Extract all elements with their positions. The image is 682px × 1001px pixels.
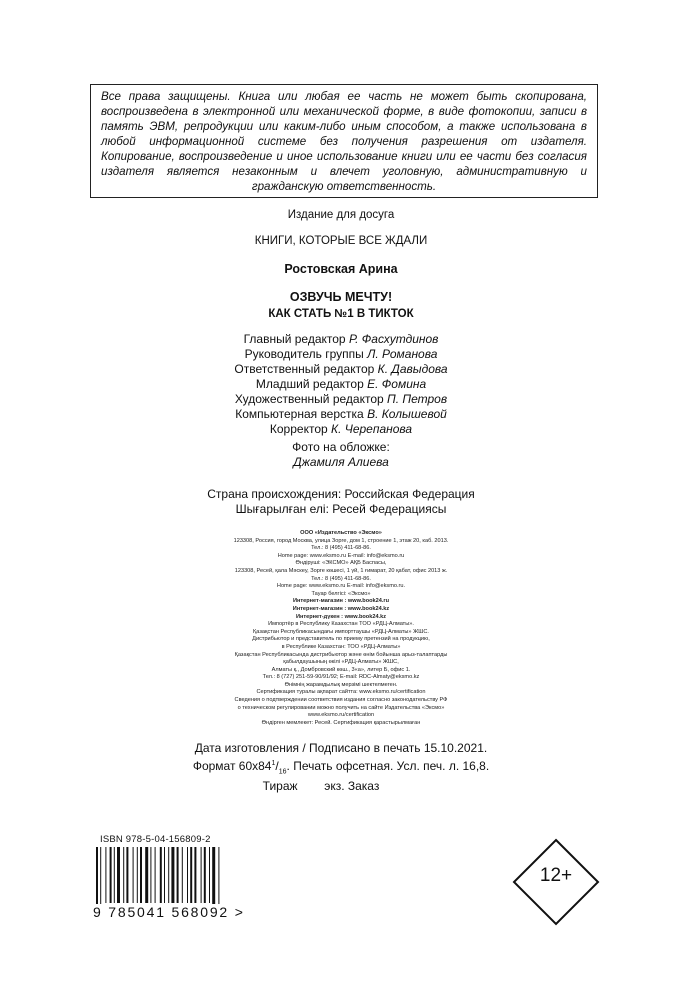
credit-row: Корректор К. Черепанова [269, 422, 413, 436]
publisher-line: Интернет-дүкен : www.book24.kz [295, 613, 387, 620]
publisher-line: Қазақстан Республикасындағы импорттаушы «РДЦ-Алматы» ЖШС. [253, 628, 429, 635]
publisher-line: www.eksmo.ru/certification [307, 712, 375, 719]
credits-list [0, 332, 682, 437]
publisher-line: қабылдаушының өкілі «РДЦ-Алматы» ЖШС, [283, 659, 399, 666]
publisher-line: Тел.: 8 (727) 251-59-90/91/92; E-mail: RDC-Almaty@eksmo.kz [262, 674, 420, 681]
publisher-line: Өндіруші: «ЭКСМО» АҚБ Баспасы, [295, 560, 387, 567]
copyright-notice-text: Все права защищены. Книга или любая ее часть не может быть скопирована, воспроизведена в электронной или механической форме, в виде фотокопии, записи в память ЭВМ, репродукции или каким-либо иным способом, а также использована в любой информационной системе без получения разрешения от издателя. Копирование, воспроизведение и иное использование книги или ее части без согласия издателя является незаконным и влечет уголовную, административную и гражданскую ответственность. [101, 90, 587, 193]
circulation-line: Тираж экз. Заказ [262, 779, 380, 794]
credit-row: Младший редактор Е. Фомина [255, 377, 427, 391]
copyright-notice-box [90, 84, 598, 198]
print-details [0, 741, 682, 794]
publisher-line: Өндірген мемлекет: Ресей. Сертификация қарастырылмаған [261, 719, 421, 726]
origin-kz: Шығарылған елі: Ресей Федерациясы [235, 502, 447, 516]
cover-photo-credit [0, 440, 682, 470]
publisher-line: Сертификация туралы ақпарат сайтта: www.eksmo.ru/certification [256, 689, 426, 696]
age-rating-text: 12+ [539, 865, 573, 886]
publisher-line: Сведения о подтверждении соответствия издания согласно законодательству РФ [234, 697, 448, 704]
publisher-line: Алматы қ., Домбровский көш., 3«а», литер Б, офис 1. [271, 666, 411, 673]
book-title: ОЗВУЧЬ МЕЧТУ! [289, 290, 393, 304]
credit-row: Главный редактор Р. Фасхутдинов [243, 332, 439, 346]
publisher-line: Дистрибьютор и представитель по приему претензий на продукцию, [252, 636, 430, 643]
country-of-origin [0, 487, 682, 517]
publisher-line: 123308, Россия, город Москва, улица Зорге, дом 1, строение 1, этаж 20, каб. 2013. [233, 537, 449, 544]
origin-ru: Страна происхождения: Российская Федерация [207, 487, 475, 501]
series-name: КНИГИ, КОТОРЫЕ ВСЕ ЖДАЛИ [254, 235, 428, 247]
publisher-line: Өнімнің жарамдылық мерзімі шектелмеген. [284, 681, 398, 688]
print-date: Дата изготовления / Подписано в печать 15.10.2021. [194, 741, 488, 755]
publisher-line: о техническом регулировании можно получить на сайте Издательства «Эксмо» [237, 704, 445, 711]
book-subtitle: КАК СТАТЬ №1 В ТИКТОК [268, 308, 414, 320]
credit-row: Художественный редактор П. Петров [234, 392, 448, 406]
credit-row: Компьютерная верстка В. Колышевой [235, 407, 447, 421]
publisher-line: Тауар белгісі: «Эксмо» [311, 590, 371, 597]
format-line: Формат $60x84^1/_{16}$. Печать офсетная. Усл. печ. л. 16,8. [192, 759, 490, 776]
publisher-line: Интернет-магазин : www.book24.kz [292, 605, 390, 612]
edition-type: Издание для досуга [287, 209, 395, 221]
publisher-line: Тел.: 8 (495) 411-68-86. [311, 575, 371, 582]
publisher-line: 123308, Ресей, қала Мәскеу, Зорге көшесі, 1 үй, 1 ғимарат, 20 қабат, офис 2013 ж. [234, 567, 448, 574]
publisher-line: Тел.: 8 (495) 411-68-86. [311, 545, 371, 552]
publisher-line: Қазақстан Республикасында дистрибьютор және өнім бойынша арыз-талаптарды [234, 651, 448, 658]
publisher-line: Интернет-магазин : www.book24.ru [292, 598, 390, 605]
publisher-line: Импортёр в Республику Казахстан ТОО «РДЦ-Алматы». [268, 621, 414, 628]
credit-row: Руководитель группы Л. Романова [244, 347, 438, 361]
publisher-line: Home page: www.eksmo.ru E-mail: info@eksmo.ru. [276, 583, 406, 590]
publisher-line: в Республике Казахстан: ТОО «РДЦ-Алматы» [281, 643, 401, 650]
author-name: Ростовская Арина [284, 262, 398, 276]
credit-row: Ответственный редактор К. Давыдова [234, 362, 448, 376]
publisher-line: ООО «Издательство «Эксмо» [300, 530, 382, 536]
publisher-line: Home page: www.eksmo.ru E-mail: info@eksmo.ru [277, 552, 405, 559]
barcode-digits: 9 785041 568092 > [93, 904, 245, 920]
publisher-info [0, 530, 682, 727]
photo-author: Джамиля Алиева [293, 455, 389, 469]
isbn-label: ISBN 978-5-04-156809-2 [100, 834, 211, 845]
photo-label: Фото на обложке: [292, 440, 390, 454]
